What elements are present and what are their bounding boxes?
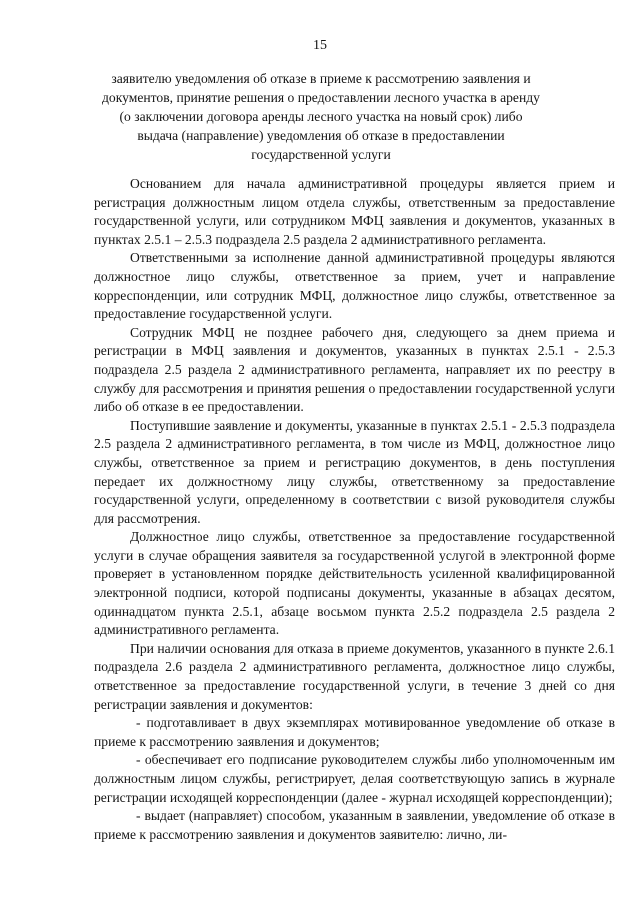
list-item: - подготавливает в двух экземплярах мотивированное уведомление об отказе в приеме к рассмотрению заявления и документов;	[94, 715, 615, 749]
page-number: 15	[313, 38, 327, 53]
list-item: - выдает (направляет) способом, указанным в заявлении, уведомление об отказе в приеме к рассмотрению заявления и документов заявителю: лично, ли-	[94, 808, 615, 842]
paragraph-received-documents: Поступившие заявление и документы, указанные в пунктах 2.5.1 - 2.5.3 подраздела 2.5 раздела 2 административного регламента, в том числе из МФЦ, должностное лицо службы, ответственное за прием и регистрацию документов, в день поступления передает их должностному лицу службы, ответственному за предоставление государственной услуги, определенному в соответствии с визой руководителя службы для рассмотрения.	[94, 417, 615, 526]
paragraph-responsible: Ответственными за исполнение данной административной процедуры являются должностное лицо службы, ответственное за прием, учет и направление корреспонденции, или сотрудник МФЦ, должностное лицо службы, ответственное за предоставление государственной услуги.	[94, 250, 615, 322]
paragraph-refusal-grounds: При наличии основания для отказа в приеме документов, указанного в пункте 2.6.1 подраздела 2.6 раздела 2 административного регламента, должностное лицо службы, ответственное за предоставление государственной услуги, в течение 3 дней со дня регистрации заявления и документов:	[94, 640, 615, 712]
list-item: - обеспечивает его подписание руководителем службы либо уполномоченным им должностным лицом службы, регистрирует, делая соответствующую запись в журнале регистрации исходящей корреспонденции (далее - журнал исходящей корреспонденции);	[94, 752, 615, 805]
paragraph-mfc-employee: Сотрудник МФЦ не позднее рабочего дня, следующего за днем приема и регистрации в МФЦ заявления и документов, указанных в пунктах 2.5.1 - 2.5.3 подраздела 2.5 раздела 2 административного регламента, направляет их по реестру в службу для рассмотрения и принятия решения о предоставлении государственной услуги либо об отказе в ее предоставлении.	[94, 324, 615, 415]
paragraph-basis: Основанием для начала административной процедуры является прием и регистрация должностным лицом отдела службы, ответственным за предоставление государственной услуги, или сотрудником МФЦ заявления и документов, указанных в пунктах 2.5.1 – 2.5.3 подраздела 2.5 раздела 2 административного регламента.	[94, 176, 615, 247]
paragraph-electronic-signature: Должностное лицо службы, ответственное за предоставление государственной услуги в случае обращения заявителя за государственной услугой в электронной форме проверяет в установленном порядке действительность усиленной квалифицированной электронной подписи, которой подписаны документы, указанные в абзацах десятом, одиннадцатом пункта 2.5.1, абзаце восьмом пункта 2.5.2 подраздела 2.5 раздела 2 административного регламента.	[94, 529, 615, 638]
body-text	[94, 175, 615, 844]
section-heading: заявителю уведомления об отказе в приеме к рассмотрению заявления и документов, принятие решения о предоставлении лесного участка в аренду (о заключении договора аренды лесного участка на новый срок) либо выдача (направление) уведомления об отказе в предоставлении государственной услуги	[102, 71, 540, 162]
